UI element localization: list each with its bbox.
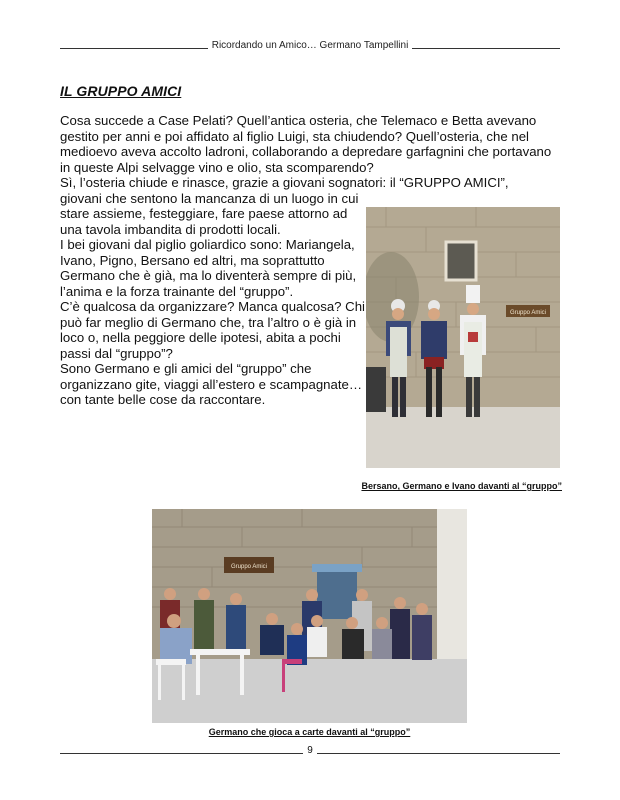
header-rule-right (412, 48, 560, 49)
page-number: 9 (307, 745, 313, 756)
paragraph-young-people: giovani che sentono la mancanza di un luogo in cui stare assieme, festeggiare, fare paese attorno ad una tavola imbandita di prodotti locali. (60, 190, 359, 237)
photo-group-cards (152, 509, 467, 723)
running-footer (60, 745, 560, 756)
paragraph-organizing: C’è qualcosa da organizzare? Manca qualcosa? Chi può far meglio di Germano che, tra l’altro o è già in loco o, nella peggiore delle ipotesi, abita a pochi passi dal “gruppo”? (60, 299, 365, 361)
paragraph-rebirth: Sì, l’osteria chiude e rinasce, grazie a giovani sognatori: il “GRUPPO AMICI”, (60, 175, 509, 190)
running-header (60, 40, 560, 51)
photo1-sign-text: Gruppo Amici (509, 310, 547, 316)
paragraph-members: I bei giovani dal piglio goliardico sono: Mariangela, Ivano, Pigno, Bersano ed altri, ma soprattutto Germano che è già, ma lo diventerà sempre di più, l’anima e la forza trainante del “gruppo”. (60, 237, 357, 299)
header-title: Ricordando un Amico… Germano Tampellini (211, 40, 409, 51)
paragraph-trips: Sono Germano e gli amici del “gruppo” che organizzano gite, viaggi all’estero e scampagnate… con tante belle cose da raccontare. (60, 361, 363, 407)
photo2-sign-text: Gruppo Amici (230, 564, 268, 570)
photo-group-cards-caption: Germano che gioca a carte davanti al “gruppo” (208, 727, 411, 737)
photo-three-cooks-caption: Bersano, Germano e Ivano davanti al “gruppo” (361, 481, 562, 491)
paragraph-intro: Cosa succede a Case Pelati? Quell’antica osteria, che Telemaco e Betta avevano gestito per anni e poi affidato al figlio Luigi, sta chiudendo? Quell’osteria, che nel medioevo aveva accolto ladroni, collaborando a depredare garfagnini che portavano in queste Alpi selvagge vino e olio, sta scomparendo? (60, 113, 552, 175)
photo-group-cards-image (152, 509, 467, 723)
footer-rule-right (317, 753, 560, 754)
photo-three-cooks (366, 207, 560, 468)
footer-rule-left (60, 753, 303, 754)
photo-three-cooks-image (366, 207, 560, 468)
section-title: IL GRUPPO AMICI (60, 83, 182, 99)
header-rule-left (60, 48, 208, 49)
narrow-text-column (60, 191, 365, 408)
